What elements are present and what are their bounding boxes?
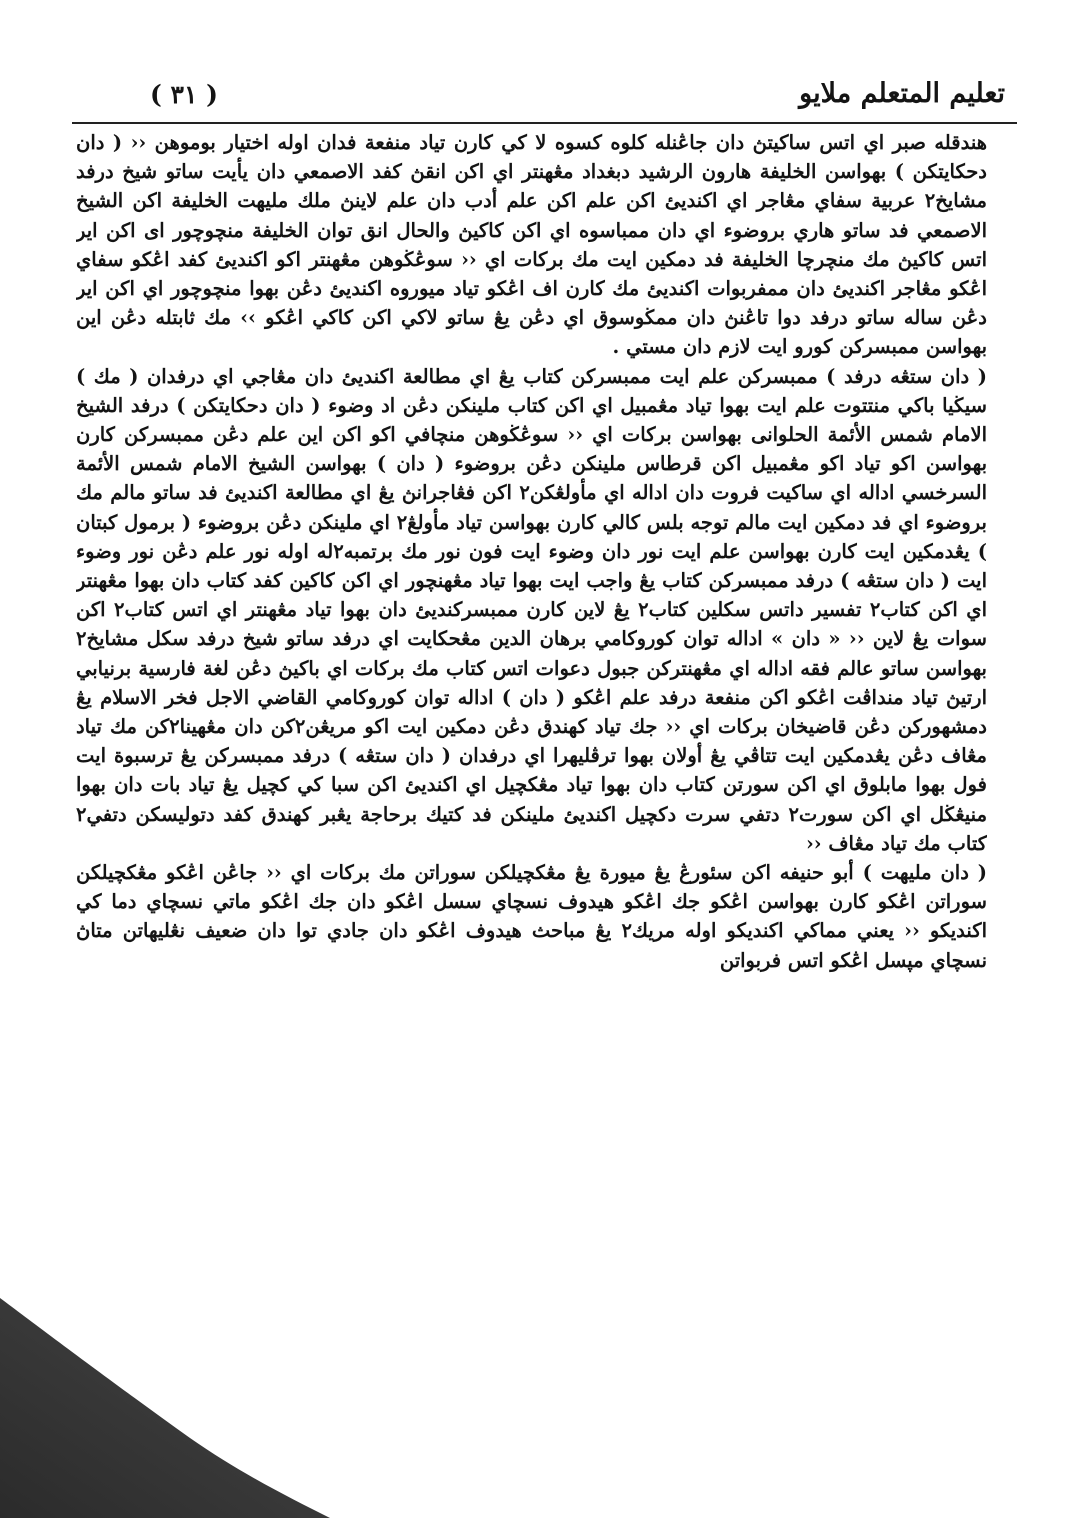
paragraph-3: ( دان مليهت ) أبو حنيفه اكن سئورڠ يڠ ميورة يڠ مڠكچيلكن سوراتن مك بركات اي ‹‹ جاڠن اڠكو مڠكچيلكن سوراتن اڠكو كارن بهواسن اڠكو جك اڠكو هيدوف نسچاي سسل اڠكو دان جك اڠكو ماتي نسچاي دما كي اكنديكو ‹‹ يعني مماكي اكنديكو اوله مريك٢ يڠ مباحث هيدوف اڠكو دان جادي توا دان ضعيف نڠليهاتن متاڽ نسچاي مپسل اڠكو اتس فربواتن <box>76 861 987 972</box>
paragraph-1: هندقله صبر اي اتس ساكيتڽ دان جاڠنله كلوه كسوه لا كي كارن تياد منفعة فدان اوله اختيار بوموهن ‹‹ ( دان دحكايتكن ) بهواسن الخليفة هارون الرشيد دبغداد مڠهنتر اي اكن انقڽ كفد الاصمعي دان يأيت ساتو شيخ درفد مشايخ٢ عربية سفاي مڠاجر اي اكنديئ اكن علم اكن علم أدب دان علم لاينڽ ملك مليهت الخليفة اكن الشيخ الاصمعي فد ساتو هاري بروضوء اي دان ممباسوه اي اكن كاكيڽ والحال انق توان الخليفة منچوچور اى اكن اير اتس كاكيڽ مك منچرچا الخليفة فد دمكين ايت مك بركات اي ‹‹ سوڠڬوهن مڠهنتر اكو اكنديئ كفد اڠكو سفاي اڠكو مڠاجر اكنديئ دان ممفربوات اكنديئ مك كارن اف اڠكو تياد ميوروه اكنديئ دڠن بهوا منچوچور اي اكن اير دڠن ساله ساتو درفد دوا تاڠنڽ دان ممڬوسوق اي دڠن يڠ ساتو لاكي اكن كاكي اڠكو ›› مك ثابتله دڠن اين بهواسن ممبسركن كورو ايت لازم دان مستي . <box>76 131 987 359</box>
book-title: تعليم المتعلم ملايو <box>799 78 1005 109</box>
header-divider <box>72 122 1017 124</box>
body-text <box>76 128 987 1408</box>
page-number: ( ٣١ ) <box>150 80 218 109</box>
running-header <box>80 76 1005 122</box>
paragraph-2: ( دان ستڠه درفد ) ممبسركن علم ايت ممبسركن كتاب يڠ اي مطالعة اكنديئ دان مڠاجي اي درفدان ( مك ) سيڬيا باكي منتتوت علم ايت بهوا تياد مڠمبيل اي اكن كتاب ملينكن دڠن اد وضوء ( دان دحكايتكن ) درفد الشيخ الامام شمس الأئمة الحلوانى بهواسن بركات اي ‹‹ سوڠڬوهن منچافي اكو اكن اين علم دڠن ممبسركن كارن بهواسن اكو تياد اكو مڠمبيل اكن قرطاس ملينكن دڠن بروضوء ( دان ) بهواسن الشيخ الامام شمس الأئمة السرخسي اداله اي ساكيت فروت دان اداله اي مأولڠكن٢ اكن فڠاجرانڽ يڠ اي مطالعة اكنديئ فد ساتو مالم مك بروضوء اي فد دمكين ايت مالم توجه بلس كالي كارن بهواسن تياد مأولڠ٢ اي ملينكن دڠن بروضوء ( برمول كبتان ) يڠدمكين ايت كارن بهواسن علم ايت نور دان وضوء ايت فون نور مك برتمبه٢له اوله نور علم دڠن نور وضوء ايت ( دان ستڠه ) درفد ممبسركن كتاب يڠ واجب ايت بهوا تياد مڠهنچور اي اكن كاكين كفد كتاب دان بهوا مڠهنتر اي اكن كتاب٢ تفسير داتس سكلين كتاب٢ يڠ لاين كارن ممبسركنديئ دان بهوا تياد مڠهنتر اي اتس كتاب٢ اكن سوات يڠ لاين ‹‹ « دان » اداله توان كوروكامي برهان الدين مڠحكايت اي درفد ساتو شيخ درفد سكل مشايخ٢ بهواسن ساتو عالم فقه اداله اي مڠهنتركن جبول دعوات اتس كتاب مك بركات اي باكيڽ دڠن لغة فارسية برنيابي ارتيڽ تياد منداڤت اڠكو اكن منفعة درفد علم اڠكو ( دان ) اداله توان كوروكامي القاضي الاجل فخر الاسلام يڠ دمشهوركن دڠن قاضيخان بركات اي ‹‹ جك تياد كهندق دڠن دمكين ايت اكو مريڠن٢كن دان مڠهينا٢كن مك تياد مڠاف دڠن يڠدمكين ايت تتاڤي يڠ أولان بهوا ترڤليهرا اي درفدان ( دان ستڠه ) درفد ممبسركن يڠ ترسبوة ايت فول بهوا مابلوق اي اكن سورتن كتاب دان بهوا تياد مڠكچيل اي اكنديئ اكن سبا كي كچيل يڠ تياد بات دان بهوا منيڠڬل اي اكن سورت٢ دتفي سرت دكچيل اكنديئ ملينكن فد كتيك برحاجة يڠبر كهندق كفد دتوليسكن دتفي٢ كتاب مك تياد مڠاف ‹‹ <box>76 364 987 855</box>
